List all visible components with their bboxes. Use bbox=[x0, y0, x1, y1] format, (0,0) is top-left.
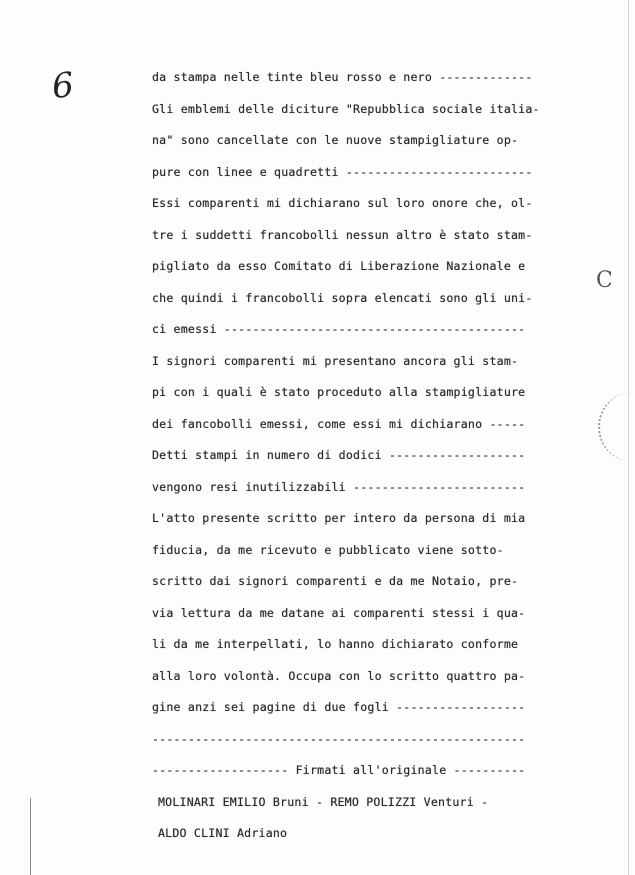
text-line: I signori comparenti mi presentano ancora gli stam- bbox=[152, 353, 519, 368]
text-line: che quindi i francobolli sopra elencati sono gli uni- bbox=[152, 290, 533, 305]
text-line: pure con linee e quadretti -------------------------- bbox=[152, 164, 533, 179]
text-line: tre i suddetti francobolli nessun altro è stato stam- bbox=[152, 227, 533, 242]
text-line: fiducia, da me ricevuto e pubblicato viene sotto- bbox=[152, 542, 504, 557]
text-line: Gli emblemi delle diciture "Repubblica sociale italia- bbox=[152, 101, 540, 116]
text-line: alla loro volontà. Occupa con lo scritto quattro pa- bbox=[152, 668, 526, 683]
text-line: da stampa nelle tinte bleu rosso e nero ------------- bbox=[152, 70, 533, 84]
text-line: pigliato da esso Comitato di Liberazione Nazionale e bbox=[152, 259, 526, 273]
page-number: 6 bbox=[49, 64, 76, 108]
text-line: na" sono cancellate con le nuove stampigliature op- bbox=[152, 133, 519, 147]
typed-text-body bbox=[152, 62, 582, 850]
signatures-line: MOLINARI EMILIO Bruni - REMO POLIZZI Venturi - bbox=[158, 794, 489, 809]
text-line: gine anzi sei pagine di due fogli ------------------ bbox=[152, 700, 526, 714]
text-line: Detti stampi in numero di dodici ------------------- bbox=[152, 448, 526, 462]
margin-mark: C bbox=[596, 268, 613, 293]
text-line: ---------------------------------------------------- bbox=[152, 731, 526, 746]
text-line: via lettura da me datane ai comparenti stessi i qua- bbox=[152, 605, 526, 620]
text-line: Essi comparenti mi dichiarano sul loro onore che, ol- bbox=[152, 196, 533, 210]
stamp-seal-edge bbox=[598, 392, 635, 462]
text-line: ci emessi ------------------------------------------ bbox=[152, 322, 526, 336]
text-line: li da me interpellati, lo hanno dichiarato conforme bbox=[152, 637, 519, 651]
text-line: L'atto presente scritto per intero da persona di mia bbox=[152, 511, 526, 525]
text-line: scritto dai signori comparenti e da me Notaio, pre- bbox=[152, 574, 519, 588]
text-line: vengono resi inutilizzabili ------------------------ bbox=[152, 479, 526, 494]
text-line: ------------------- Firmati all'originale ---------- bbox=[152, 763, 526, 777]
text-line: dei fancobolli emessi, come essi mi dichiarano ----- bbox=[152, 416, 526, 431]
signatures-line: ALDO CLINI Adriano bbox=[158, 826, 288, 840]
text-line: pi con i quali è stato proceduto alla stampigliature bbox=[152, 385, 526, 399]
margin-rule bbox=[30, 798, 31, 875]
